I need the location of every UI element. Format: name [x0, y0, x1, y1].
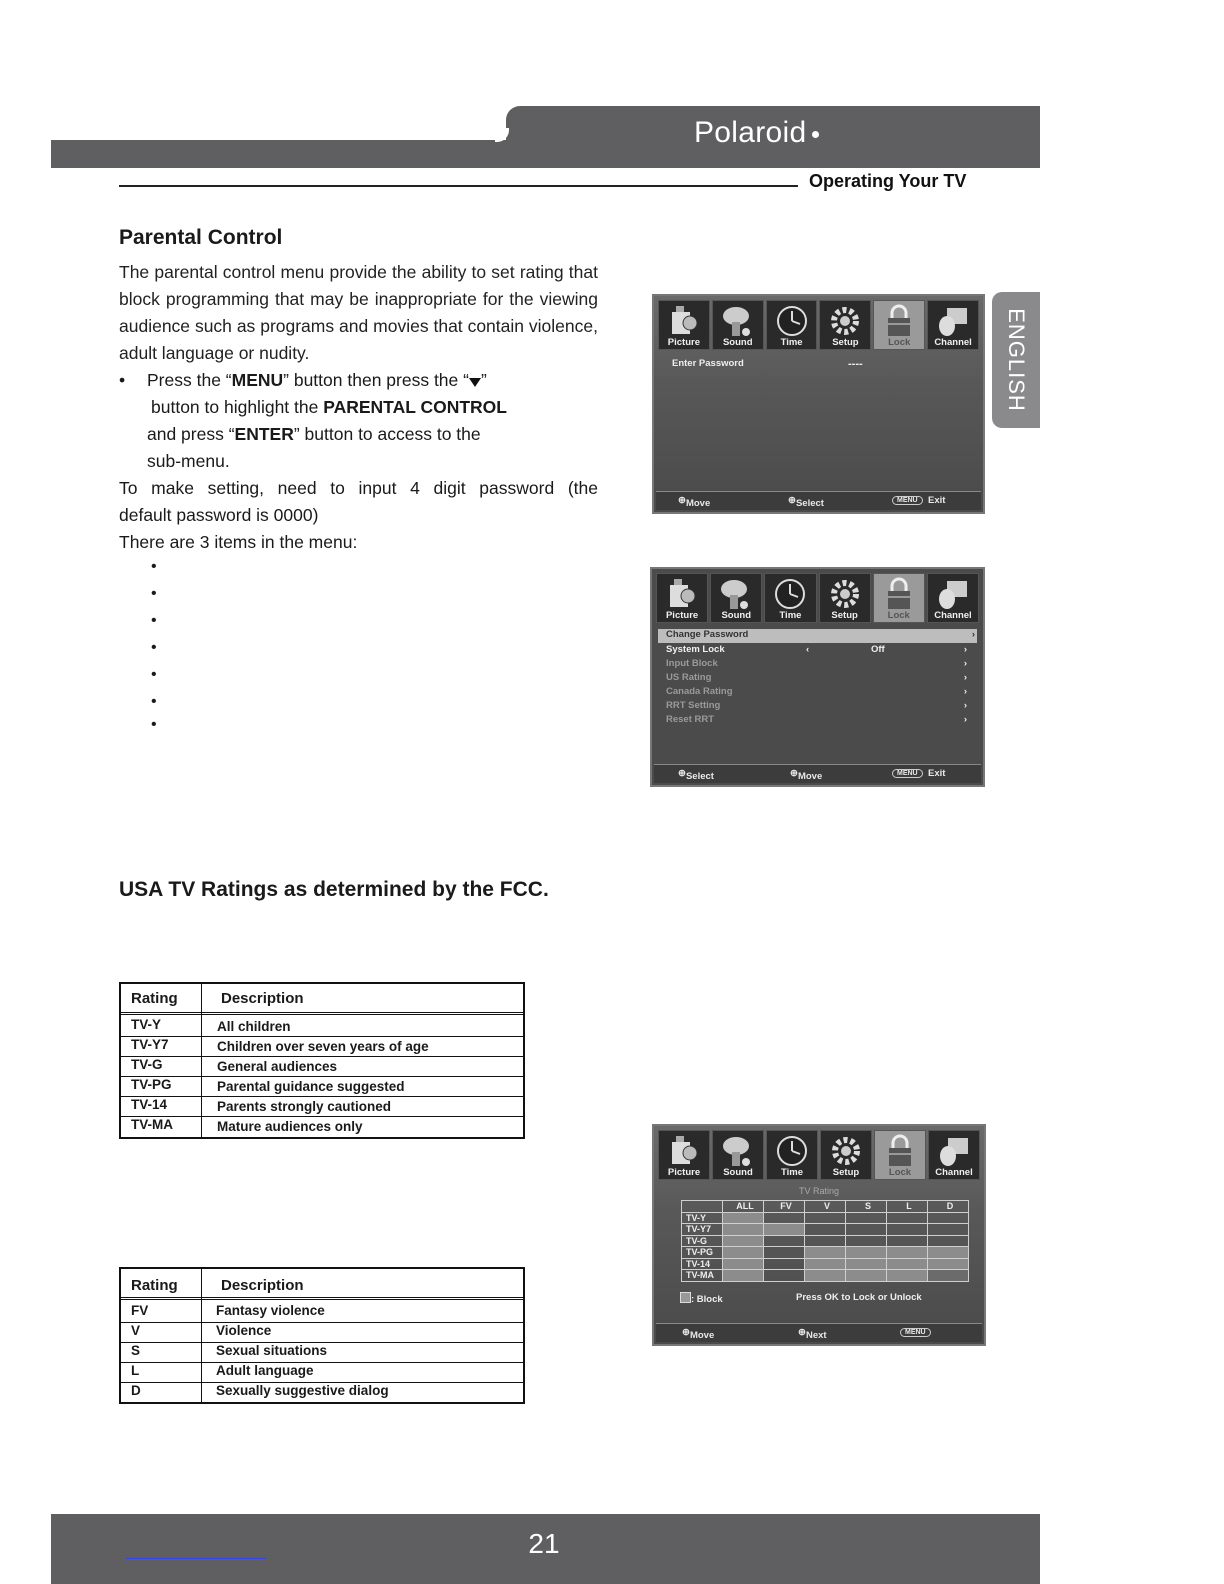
- grid-cell[interactable]: [846, 1247, 887, 1259]
- tab-lock[interactable]: Lock: [873, 573, 925, 623]
- menu-tab-bar: [658, 300, 979, 350]
- brand-dot-icon: [812, 131, 819, 138]
- tab-sound[interactable]: Sound: [712, 300, 764, 350]
- grid-cell[interactable]: [928, 1258, 969, 1270]
- block-swatch-icon: [680, 1292, 691, 1303]
- lock-icon: [884, 1134, 916, 1168]
- gear-icon: [829, 304, 861, 338]
- content-ratings-table: [119, 1267, 525, 1404]
- table-row: D Sexually suggestive dialog: [131, 1383, 389, 1398]
- grid-row: TV-14: [682, 1258, 969, 1270]
- instruction-line-1: Press the “MENU” button then press the “ ”: [147, 370, 487, 390]
- menu-key-icon: MENU: [900, 1328, 931, 1337]
- menu-item-canada-rating[interactable]: Canada Rating ›: [666, 686, 967, 697]
- menu-item-system-lock[interactable]: System Lock ‹ Off ›: [666, 644, 967, 655]
- satellite-icon: [937, 577, 969, 611]
- grid-cell[interactable]: [846, 1258, 887, 1270]
- col-fv: FV: [764, 1201, 805, 1213]
- tab-channel[interactable]: Channel: [927, 573, 979, 623]
- tab-setup[interactable]: Setup: [819, 300, 871, 350]
- table-row: S Sexual situations: [121, 1343, 523, 1363]
- header-rating: Rating: [131, 990, 178, 1007]
- menu-tab-bar: [656, 573, 979, 623]
- grid-cell[interactable]: [928, 1270, 969, 1282]
- satellite-icon: [937, 304, 969, 338]
- tab-time[interactable]: Time: [764, 573, 816, 623]
- list-bullet: •: [151, 716, 157, 733]
- camera-icon: [666, 577, 698, 611]
- tab-lock[interactable]: Lock: [873, 300, 925, 350]
- col-s: S: [846, 1201, 887, 1213]
- tab-sound[interactable]: Sound: [710, 573, 762, 623]
- table-row: V Violence: [121, 1323, 523, 1343]
- footer-link-underline[interactable]: [126, 1558, 266, 1559]
- menu-item-rrt-setting[interactable]: RRT Setting ›: [666, 700, 967, 711]
- header-rule: [119, 185, 798, 187]
- rating-grid-title: TV Rating: [798, 1186, 840, 1196]
- grid-cell[interactable]: [887, 1258, 928, 1270]
- tab-time[interactable]: Time: [766, 1130, 818, 1180]
- col-all: ALL: [723, 1201, 764, 1213]
- grid-row: TV-Y7: [682, 1224, 969, 1236]
- header-description: Description: [221, 1277, 304, 1294]
- section-title: Operating Your TV: [809, 171, 967, 191]
- grid-cell[interactable]: [723, 1235, 764, 1247]
- password-note-line-2: default password is 0000): [119, 505, 319, 525]
- list-bullet: •: [151, 666, 157, 683]
- chevron-right-icon: ›: [963, 686, 967, 697]
- grid-cell[interactable]: [723, 1212, 764, 1224]
- menu-key-icon: MENU: [892, 496, 923, 505]
- lock-icon: [883, 304, 915, 338]
- chevron-left-icon: ‹: [806, 644, 810, 655]
- move-hint: ⊕ Move: [682, 1327, 715, 1341]
- move-hint: ⊕ Move: [678, 495, 711, 509]
- clock-icon: [776, 304, 808, 338]
- intro-paragraph: The parental control menu provide the ability to set rating that block programming that may be inappropriate for the viewing audience such as programs and movies that contain violence, adult language or nudity.: [119, 262, 598, 363]
- list-bullet: •: [151, 693, 157, 710]
- grid-cell[interactable]: [887, 1247, 928, 1259]
- grid-cell[interactable]: [805, 1258, 846, 1270]
- tab-setup[interactable]: Setup: [820, 1130, 872, 1180]
- tab-time[interactable]: Time: [766, 300, 818, 350]
- table-row: TV-14 Parents strongly cautioned: [121, 1097, 523, 1117]
- bullet-dot: •: [119, 370, 126, 390]
- chevron-right-icon: ›: [963, 714, 967, 725]
- tab-channel[interactable]: Channel: [928, 1130, 980, 1180]
- tab-picture[interactable]: Picture: [658, 300, 710, 350]
- header-description: Description: [221, 990, 304, 1007]
- menu-item-reset-rrt[interactable]: Reset RRT ›: [666, 714, 967, 725]
- table-row: TV-Y All children: [121, 1017, 523, 1037]
- brand-logo: Polaroid: [694, 116, 819, 150]
- password-note-line-1: To make setting, need to input 4 digit password (the: [119, 478, 598, 498]
- grid-cell[interactable]: [928, 1247, 969, 1259]
- list-bullet: •: [151, 612, 157, 629]
- grid-row: TV-MA: [682, 1270, 969, 1282]
- language-tab-label: ENGLISH: [1004, 308, 1029, 412]
- table-row: FV Fantasy violence: [121, 1303, 523, 1323]
- grid-row: TV-Y: [682, 1212, 969, 1224]
- tv-screen-lock-menu: [650, 567, 985, 787]
- table-row: TV-Y7 Children over seven years of age: [121, 1037, 523, 1057]
- tab-lock[interactable]: Lock: [874, 1130, 926, 1180]
- clock-icon: [776, 1134, 808, 1168]
- table-row: L Adult language: [121, 1363, 523, 1383]
- parental-control-heading: Parental Control: [119, 226, 283, 249]
- page-number: 21: [528, 1528, 560, 1559]
- next-hint: ⊕ Next: [798, 1327, 827, 1341]
- grid-cell[interactable]: [805, 1270, 846, 1282]
- move-hint: ⊕ Move: [790, 768, 823, 782]
- list-bullet: •: [151, 585, 157, 602]
- grid-cell[interactable]: [887, 1270, 928, 1282]
- exit-hint: Exit: [928, 495, 946, 506]
- tv-ratings-table: [119, 982, 525, 1139]
- lock-icon: [883, 577, 915, 611]
- grid-header-row: [682, 1201, 969, 1213]
- header-rating: Rating: [131, 1277, 178, 1294]
- table-header: [121, 1269, 523, 1300]
- satellite-icon: [938, 1134, 970, 1168]
- chevron-right-icon: ›: [971, 629, 975, 640]
- screen-status-bar: [654, 764, 981, 783]
- table-row: TV-PG Parental guidance suggested: [121, 1077, 523, 1097]
- menu-key-icon: MENU: [892, 769, 923, 778]
- screen-status-bar: [656, 491, 981, 510]
- down-arrow-icon: [469, 377, 481, 387]
- grid-row: TV-G: [682, 1235, 969, 1247]
- grid-cell[interactable]: [723, 1224, 764, 1236]
- table-row: TV-MA Mature audiences only: [131, 1117, 363, 1134]
- chevron-right-icon: ›: [963, 658, 967, 669]
- screen-status-bar: [656, 1323, 982, 1342]
- grid-cell[interactable]: [764, 1224, 805, 1236]
- menu-item-us-rating[interactable]: US Rating ›: [666, 672, 967, 683]
- list-bullet: •: [151, 639, 157, 656]
- speaker-icon: [720, 577, 752, 611]
- chevron-right-icon: ›: [963, 700, 967, 711]
- tab-sound[interactable]: Sound: [712, 1130, 764, 1180]
- rating-grid: [681, 1200, 969, 1282]
- gear-icon: [830, 1134, 862, 1168]
- clock-icon: [774, 577, 806, 611]
- gear-icon: [829, 577, 861, 611]
- grid-cell[interactable]: [723, 1270, 764, 1282]
- col-v: V: [805, 1201, 846, 1213]
- instruction-line-2: button to highlight the PARENTAL CONTROL: [151, 397, 507, 417]
- tv-screen-password: [652, 294, 985, 514]
- select-hint: ⊕ Select: [788, 495, 824, 509]
- table-header: [121, 984, 523, 1015]
- col-l: L: [887, 1201, 928, 1213]
- grid-cell[interactable]: [805, 1247, 846, 1259]
- grid-cell[interactable]: [723, 1247, 764, 1259]
- password-input[interactable]: ----: [848, 358, 863, 370]
- instruction-line-4: sub-menu.: [147, 451, 230, 471]
- speaker-icon: [722, 1134, 754, 1168]
- menu-item-input-block[interactable]: Input Block ›: [666, 658, 967, 669]
- grid-cell[interactable]: [846, 1270, 887, 1282]
- exit-hint: Exit: [928, 768, 946, 779]
- tab-picture[interactable]: Picture: [658, 1130, 710, 1180]
- grid-cell[interactable]: [723, 1258, 764, 1270]
- speaker-icon: [722, 304, 754, 338]
- tv-screen-rating-grid: [652, 1124, 986, 1346]
- table-row: TV-G General audiences: [121, 1057, 523, 1077]
- chevron-right-icon: ›: [963, 644, 967, 655]
- tab-picture[interactable]: Picture: [656, 573, 708, 623]
- camera-icon: [668, 304, 700, 338]
- chevron-right-icon: ›: [963, 672, 967, 683]
- usa-ratings-heading: USA TV Ratings as determined by the FCC.: [119, 878, 549, 901]
- block-legend: : Block: [680, 1292, 723, 1305]
- lock-hint: Press OK to Lock or Unlock: [796, 1292, 922, 1303]
- select-hint: ⊕ Select: [678, 768, 714, 782]
- instruction-line-3: and press “ENTER” button to access to the: [147, 424, 481, 444]
- items-intro: There are 3 items in the menu:: [119, 532, 358, 552]
- tab-setup[interactable]: Setup: [819, 573, 871, 623]
- menu-tab-bar: [658, 1130, 980, 1180]
- tab-channel[interactable]: Channel: [927, 300, 979, 350]
- menu-item-change-password[interactable]: Change Password ›: [658, 629, 977, 643]
- camera-icon: [668, 1134, 700, 1168]
- password-prompt: Enter Password: [672, 358, 744, 369]
- grid-row: TV-PG: [682, 1247, 969, 1259]
- list-bullet: •: [151, 558, 157, 575]
- col-d: D: [928, 1201, 969, 1213]
